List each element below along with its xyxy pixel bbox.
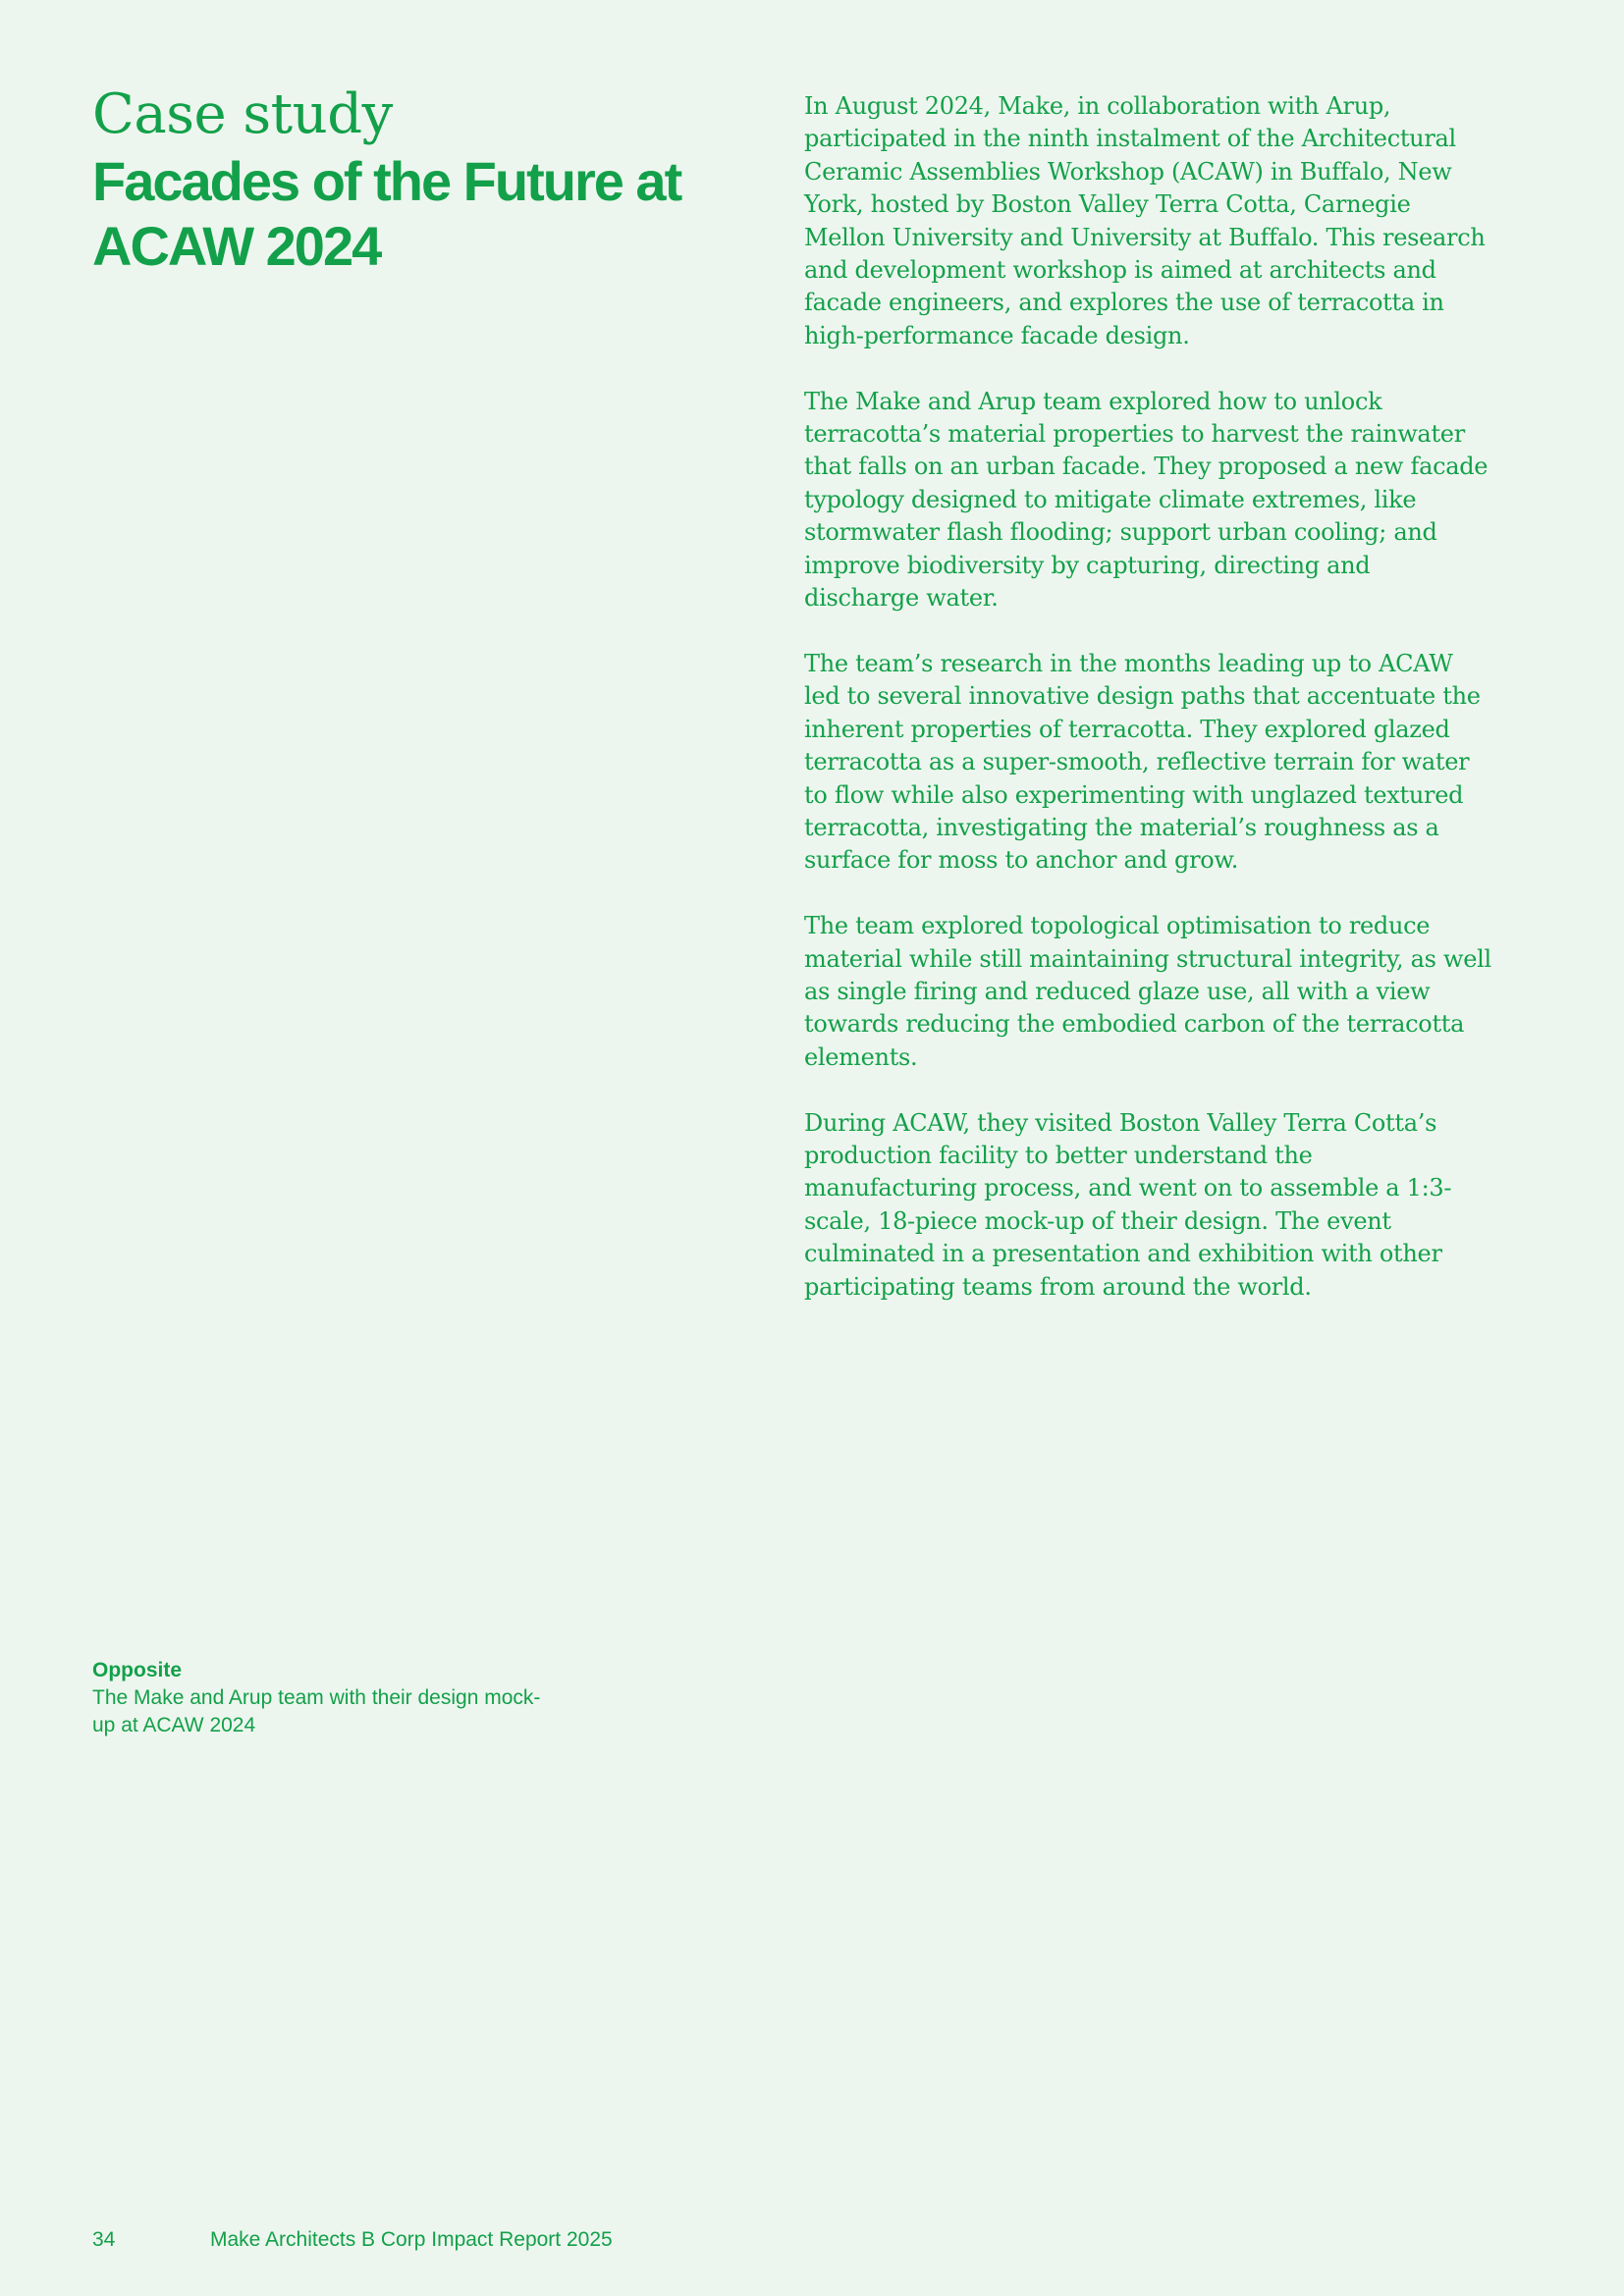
report-title: Make Architects B Corp Impact Report 2025 xyxy=(210,2228,613,2251)
page-title: Facades of the Future at ACAW 2024 xyxy=(92,150,681,277)
caption-text: The Make and Arup team with their design mock-up at ACAW 2024 xyxy=(92,1686,541,1736)
body-paragraph: The Make and Arup team explored how to unlock terracotta’s material properties to harvest the rainwater that falls on an urban facade. They proposed a new facade typology designed to mitigate climate extremes, like stormwater flash flooding; support urban cooling; and improve biodiversity by capturing, directing and discharge water. xyxy=(804,387,1489,613)
page-number: 34 xyxy=(92,2228,116,2251)
body-paragraph: The team explored topological optimisation to reduce material while still maintaining structural integrity, as well as single firing and reduced glaze use, all with a view towards reducing the embodied carbon of the terracotta elements. xyxy=(804,912,1491,1071)
caption-heading: Opposite xyxy=(92,1659,183,1682)
image-caption xyxy=(92,1657,544,1739)
body-text xyxy=(804,90,1491,1336)
body-paragraph: During ACAW, they visited Boston Valley Terra Cotta’s production facility to better understand the manufacturing process, and went on to assemble a 1:3-scale, 18-piece mock-up of their design. The event culminated in a presentation and exhibition with other participating teams from around the world. xyxy=(804,1108,1452,1301)
body-paragraph: The team’s research in the months leading up to ACAW led to several innovative design paths that accentuate the inherent properties of terracotta. They explored glazed terracotta as a super-smooth, reflective terrain for water to flow while also experimenting with unglazed textured terracotta, investigating the material’s roughness as a surface for moss to anchor and grow. xyxy=(804,649,1481,875)
section-kicker: Case study xyxy=(92,82,393,146)
body-paragraph: In August 2024, Make, in collaboration with Arup, participated in the ninth instalment of the Architectural Ceramic Assemblies Workshop (ACAW) in Buffalo, New York, hosted by Boston Valley Terra Cotta, Carnegie Mellon University and University at Buffalo. This research and development workshop is aimed at architects and facade engineers, and explores the use of terracotta in high-performance facade design. xyxy=(804,92,1486,349)
